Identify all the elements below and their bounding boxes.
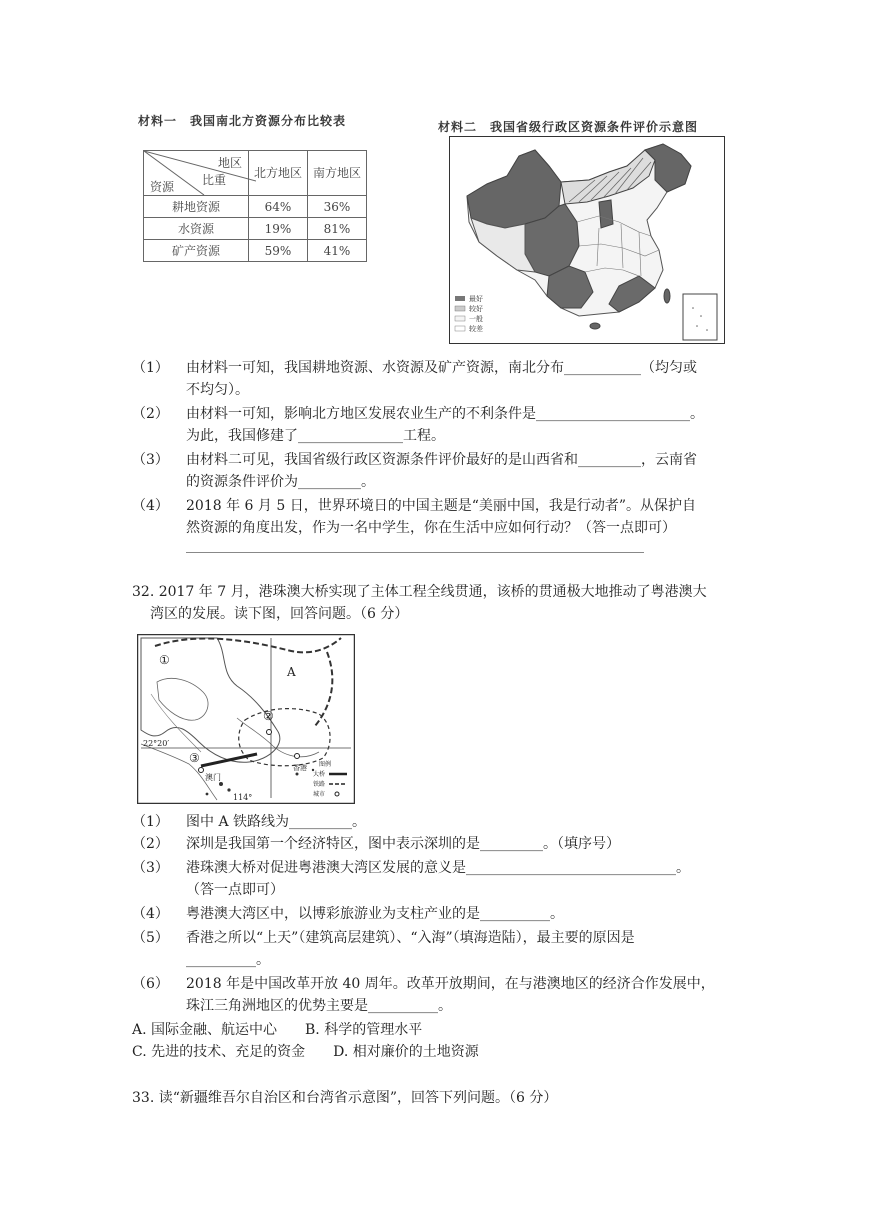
material2-caption: 材料二 我国省级行政区资源条件评价示意图 — [438, 120, 699, 134]
gba-map — [137, 634, 355, 804]
q31-item-1-cont: 不均匀）。 — [186, 382, 249, 398]
q32-item-1: （1） 图中 A 铁路线为_________。 — [132, 814, 367, 830]
q32-stem-2: 湾区的发展。读下图，回答问题。（6 分） — [150, 606, 409, 622]
resource-table — [143, 150, 367, 262]
q31-item-3: （3） 由材料二可见，我国省级行政区资源条件评价最好的是山西省和_________，云南省 — [132, 452, 697, 468]
q31-answer-line — [186, 552, 644, 553]
row-south: 36% — [308, 196, 367, 218]
q32-option-ab: A. 国际金融、航运中心 B. 科学的管理水平 — [132, 1022, 423, 1038]
material1-caption: 材料一 我国南北方资源分布比较表 — [138, 114, 347, 128]
table-corner-cell — [144, 151, 249, 196]
q32-item-3: （3） 港珠澳大桥对促进粤港澳大湾区发展的意义是______________________________。 — [132, 860, 690, 876]
map-lon-label: 114° — [233, 793, 253, 802]
q31-item-2-cont: 为此，我国修建了_______________工程。 — [186, 428, 445, 444]
q32-item-6-cont: 珠江三角洲地区的优势主要是__________。 — [186, 998, 452, 1014]
row-resource: 水资源 — [144, 218, 249, 240]
table-row — [144, 196, 367, 218]
row-north: 64% — [249, 196, 308, 218]
map-marker-1: ① — [159, 653, 170, 667]
legend-good: 较好 — [469, 305, 483, 313]
map-hk-label: 香港 — [293, 764, 307, 772]
legend-city: 城市 — [313, 791, 326, 798]
map-macau-label: 澳门 — [205, 773, 221, 782]
q32-item-6: （6） 2018 年是中国改革开放 40 周年。改革开放期间，在与港澳地区的经济合作发展中， — [132, 976, 715, 992]
q31-item-4-cont: 然资源的角度出发，作为一名中学生，你在生活中应如何行动？（答一点即可） — [186, 520, 676, 536]
row-resource: 耕地资源 — [144, 196, 249, 218]
q32-item-2: （2） 深圳是我国第一个经济特区，图中表示深圳的是_________。（填序号） — [132, 836, 620, 852]
legend-poor: 较差 — [469, 325, 483, 333]
q31-item-2: （2） 由材料一可知，影响北方地区发展农业生产的不利条件是______________________。 — [132, 406, 704, 422]
legend-title: 图例 — [319, 761, 332, 768]
row-resource: 矿产资源 — [144, 240, 249, 262]
q32-item-3-cont: （答一点即可） — [186, 882, 284, 898]
header-region: 地区 — [217, 156, 242, 170]
header-ratio: 比重 — [202, 173, 227, 187]
col-south: 南方地区 — [308, 151, 367, 196]
q31-item-3-cont: 的资源条件评价为_________。 — [186, 474, 375, 490]
header-resource: 资源 — [150, 180, 175, 194]
q31-item-1: （1） 由材料一可知，我国耕地资源、水资源及矿产资源，南北分布___________（均匀或 — [132, 360, 697, 376]
q31-item-4: （4） 2018 年 6 月 5 日，世界环境日的中国主题是“美丽中国，我是行动者”。从保护自 — [132, 498, 697, 514]
china-resource-map — [449, 136, 725, 344]
legend-railway: 铁路 — [313, 781, 326, 788]
q32-item-4: （4） 粤港澳大湾区中，以博彩旅游业为支柱产业的是__________。 — [132, 906, 564, 922]
legend-best: 最好 — [469, 295, 483, 303]
map-marker-2: ② — [263, 709, 274, 723]
q32-item-5: （5） 香港之所以“上天”（建筑高层建筑）、“入海”（填海造陆），最主要的原因是 — [132, 930, 635, 946]
q32-item-5-cont: __________。 — [186, 952, 270, 968]
legend-average: 一般 — [469, 315, 483, 323]
q32-option-cd: C. 先进的技术、充足的资金 D. 相对廉价的土地资源 — [132, 1044, 479, 1060]
map-lat-label: 22°20′ — [143, 739, 170, 748]
legend-bridge: 大桥 — [313, 771, 326, 778]
row-north: 59% — [249, 240, 308, 262]
q33-stem: 33. 读“新疆维吾尔自治区和台湾省示意图”，回答下列问题。（6 分） — [132, 1090, 558, 1106]
map-label-a: A — [287, 665, 296, 679]
col-north: 北方地区 — [249, 151, 308, 196]
map-marker-3: ③ — [189, 751, 200, 765]
q32-stem-1: 32. 2017 年 7 月，港珠澳大桥实现了主体工程全线贯通，该桥的贯通极大地推动了粤港澳大 — [132, 584, 707, 600]
row-south: 41% — [308, 240, 367, 262]
row-south: 81% — [308, 218, 367, 240]
table-row — [144, 240, 367, 262]
table-row — [144, 218, 367, 240]
row-north: 19% — [249, 218, 308, 240]
